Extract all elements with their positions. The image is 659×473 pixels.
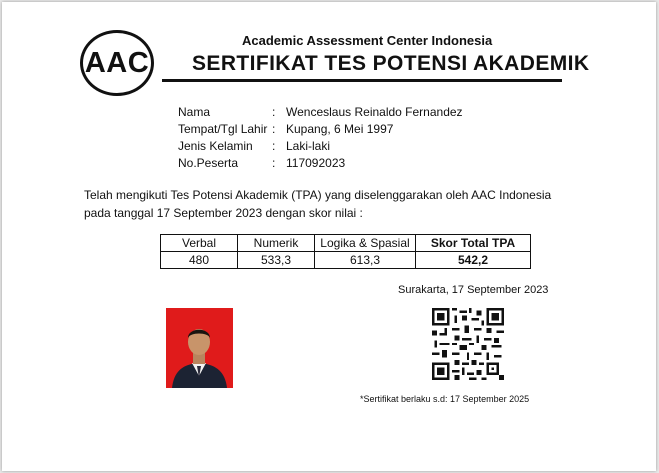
info-label: Jenis Kelamin — [178, 139, 253, 153]
info-separator: : — [272, 122, 276, 136]
certificate-title: SERTIFIKAT TES POTENSI AKADEMIK — [192, 52, 590, 75]
title-underline — [162, 79, 562, 82]
score-header-numerik: Numerik — [238, 235, 315, 252]
score-numerik: 533,3 — [238, 252, 315, 269]
info-value: Kupang, 6 Mei 1997 — [286, 122, 394, 136]
logo-text: AAC — [84, 46, 150, 79]
info-label: No.Peserta — [178, 156, 239, 170]
info-separator: : — [272, 139, 276, 153]
info-value: 117092023 — [286, 156, 346, 170]
score-header-verbal: Verbal — [161, 235, 238, 252]
info-label: Tempat/Tgl Lahir — [178, 122, 268, 136]
info-value: Laki-laki — [286, 139, 331, 153]
info-separator: : — [272, 105, 276, 119]
info-row-number — [178, 155, 463, 172]
participant-info — [178, 104, 463, 172]
organization-name: Academic Assessment Center Indonesia — [242, 33, 493, 48]
score-verbal: 480 — [161, 252, 238, 269]
aac-logo — [80, 30, 154, 96]
statement-text — [84, 186, 574, 222]
score-table — [160, 234, 531, 269]
info-separator: : — [272, 156, 276, 170]
participant-photo — [166, 308, 233, 388]
info-row-name — [178, 104, 463, 121]
validity-note: *Sertifikat berlaku s.d: 17 September 2025 — [360, 394, 530, 404]
score-total: 542,2 — [416, 252, 531, 269]
score-value-row — [161, 252, 531, 269]
info-row-gender — [178, 138, 463, 155]
info-label: Nama — [178, 105, 211, 119]
statement-line: pada tanggal 17 September 2023 dengan skor nilai : — [84, 206, 363, 220]
info-value: Wenceslaus Reinaldo Fernandez — [286, 105, 463, 119]
place-date: Surakarta, 17 September 2023 — [398, 284, 549, 296]
certificate-page — [2, 2, 656, 471]
score-header-row — [161, 235, 531, 252]
info-row-birth — [178, 121, 463, 138]
portrait-image — [166, 308, 233, 388]
qr-code-icon — [432, 308, 504, 380]
statement-line: Telah mengikuti Tes Potensi Akademik (TPA) yang diselenggarakan oleh AAC Indonesia — [84, 188, 552, 202]
score-header-total: Skor Total TPA — [416, 235, 531, 252]
score-logika: 613,3 — [315, 252, 416, 269]
score-header-logika: Logika & Spasial — [315, 235, 416, 252]
